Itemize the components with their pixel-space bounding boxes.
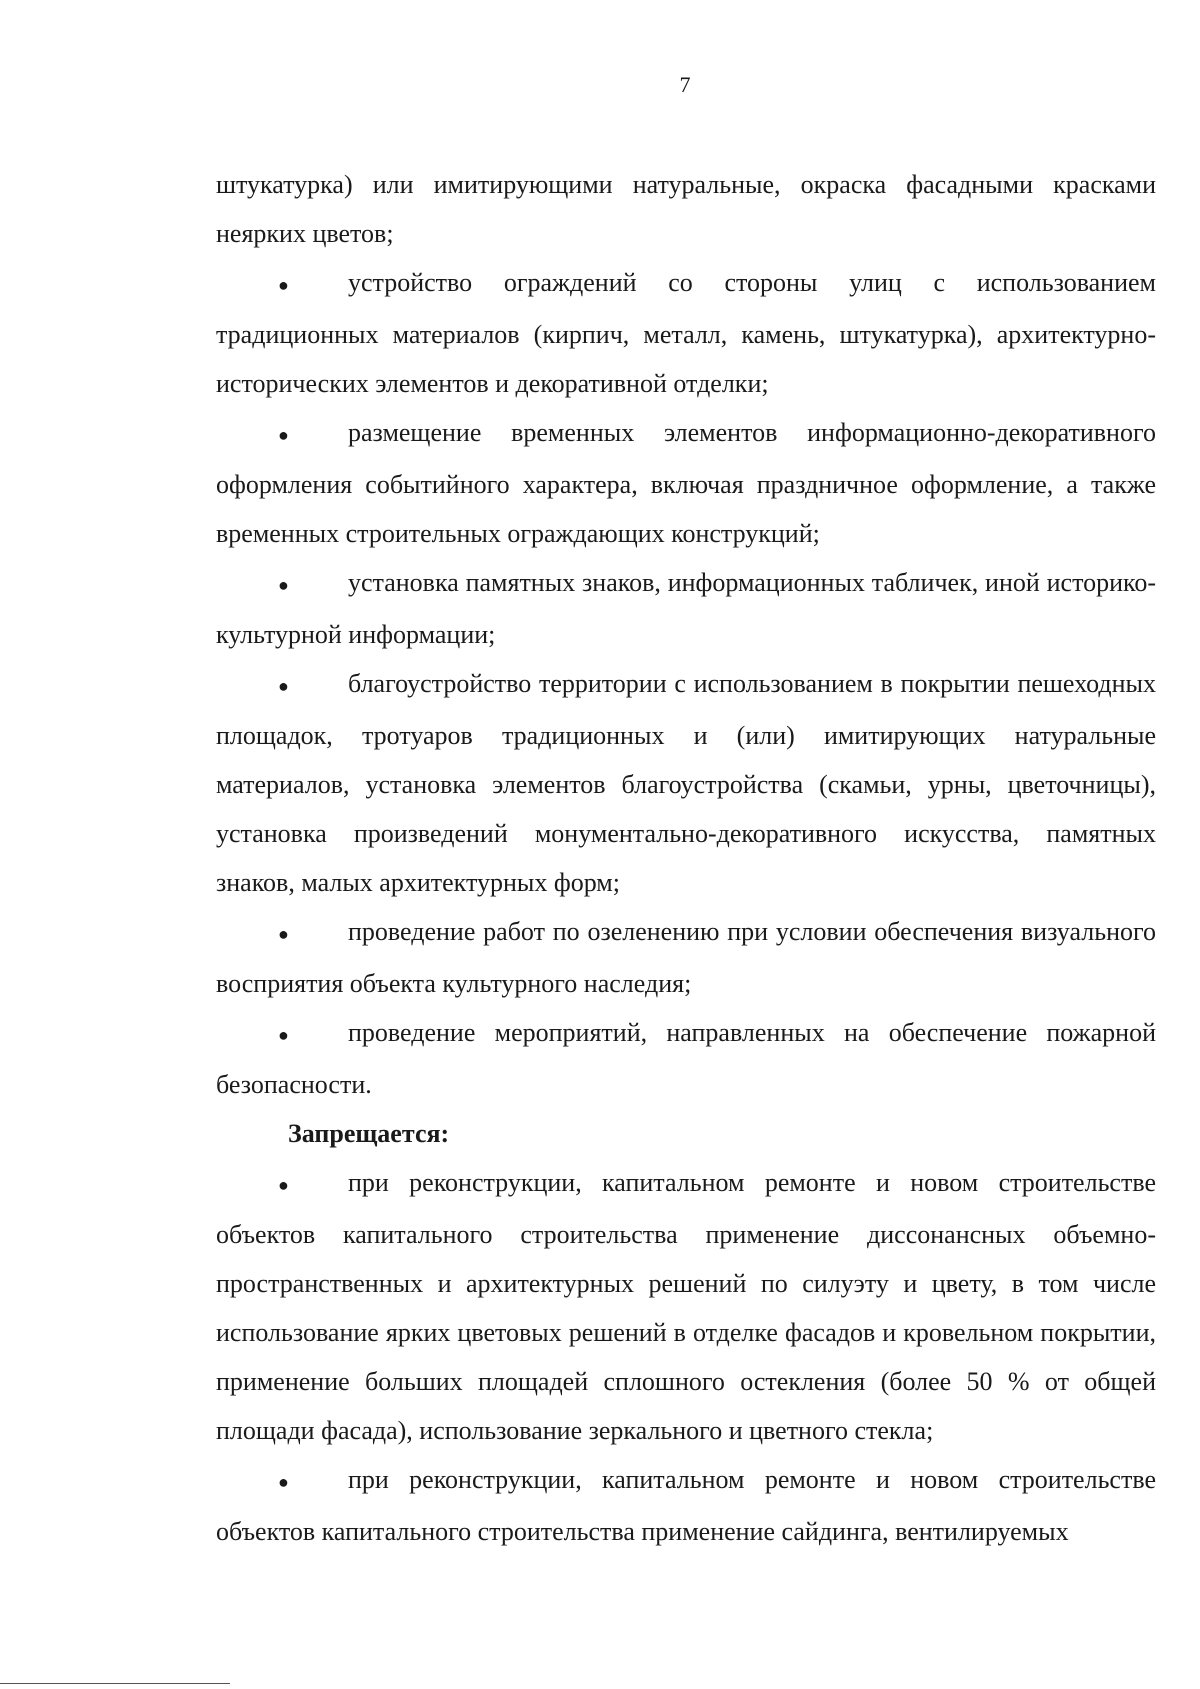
page-number: 7 [679, 72, 691, 97]
list-item-text: размещение временных элементов информационно-декоративного оформления событийного характера, включая праздничное оформление, а также временных строительных ограждающих конструкций; [216, 418, 1156, 548]
list-item [216, 659, 1156, 907]
list-item [216, 558, 1156, 659]
list-item-text: устройство ограждений со стороны улиц с использованием традиционных материалов (кирпич, металл, камень, штукатурка), архитектурно-исторических элементов и декоративной отделки; [216, 268, 1156, 398]
bullet-icon: ● [278, 924, 289, 944]
bullet-icon: ● [278, 1175, 289, 1195]
list-item-text: установка памятных знаков, информационных табличек, иной историко-культурной информации; [216, 568, 1156, 649]
bullet-icon: ● [278, 1472, 289, 1492]
list-item-text: проведение мероприятий, направленных на обеспечение пожарной безопасности. [216, 1018, 1156, 1099]
list-item [216, 408, 1156, 558]
bullet-icon: ● [278, 676, 289, 696]
intro-paragraph: штукатурка) или имитирующими натуральные, окраска фасадными красками неярких цветов; [216, 170, 1156, 248]
bullet-icon: ● [278, 425, 289, 445]
section-heading-forbidden: Запрещается: [288, 1119, 450, 1148]
bullet-icon: ● [278, 275, 289, 295]
list-item-text: при реконструкции, капитальном ремонте и новом строительстве объектов капитального строительства применение сайдинга, вентилируемых [216, 1465, 1156, 1546]
list-item [216, 258, 1156, 408]
list-item [216, 1455, 1156, 1556]
document-body [216, 160, 1156, 1556]
list-item-text: при реконструкции, капитальном ремонте и новом строительстве объектов капитального строительства применение диссонансных объемно-пространственных и архитектурных решений по силуэту и цвету, в том числе использование ярких цветовых решений в отделке фасадов и кровельном покрытии, применение больших площадей сплошного остекления (более 50 % от общей площади фасада), использование зеркального и цветного стекла; [216, 1168, 1156, 1445]
list-item [216, 1158, 1156, 1455]
bullet-icon: ● [278, 575, 289, 595]
list-item-text: благоустройство территории с использованием в покрытии пешеходных площадок, тротуаров традиционных и (или) имитирующих натуральные материалов, установка элементов благоустройства (скамьи, урны, цветочницы), установка произведений монументально-декоративного искусства, памятных знаков, малых архитектурных форм; [216, 669, 1156, 897]
list-item [216, 1008, 1156, 1109]
bullet-icon: ● [278, 1025, 289, 1045]
list-item [216, 907, 1156, 1008]
bottom-divider [0, 1683, 230, 1684]
list-item-text: проведение работ по озеленению при условии обеспечения визуального восприятия объекта культурного наследия; [216, 917, 1156, 998]
